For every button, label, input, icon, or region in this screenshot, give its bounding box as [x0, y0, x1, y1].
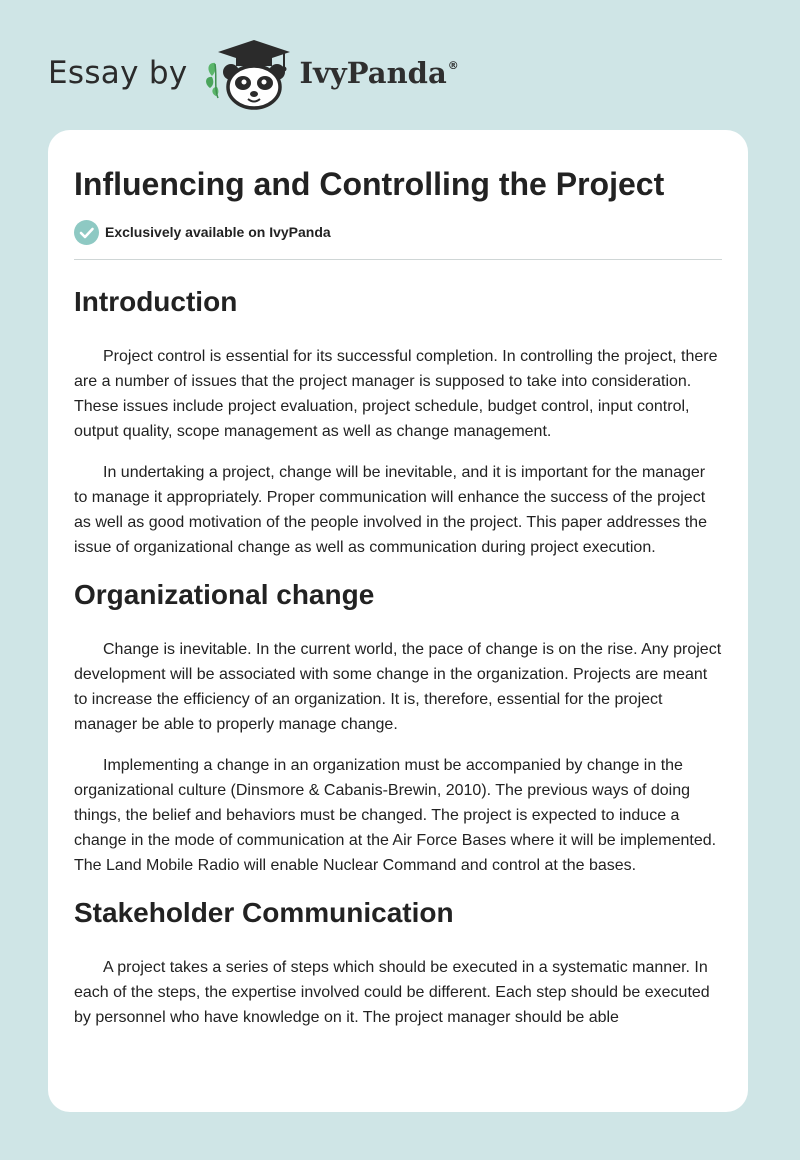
- page-title: Influencing and Controlling the Project: [74, 166, 665, 202]
- brand-name-text: IvyPanda: [299, 56, 447, 90]
- paragraph: Project control is essential for its successful completion. In controlling the project, there are a number of issues that the project manager is supposed to take into consideration. These issues include project evaluation, project schedule, budget control, input control, output quality, scope management as well as change management.: [74, 348, 718, 440]
- paragraph: Change is inevitable. In the current world, the pace of change is on the rise. Any project development will be associated with some change in the organization. Projects are meant to increase the efficiency of an organization. It is, therefore, essential for the project manager be able to properly manage change.: [74, 641, 722, 733]
- exclusive-text: Exclusively available on IvyPanda: [105, 224, 331, 240]
- section-heading-organizational-change: Organizational change: [74, 579, 375, 610]
- section-heading-introduction: Introduction: [74, 286, 238, 317]
- check-circle-icon: [74, 220, 99, 245]
- site-header: [48, 36, 458, 110]
- title-divider: [74, 259, 722, 260]
- registered-mark: ®: [447, 59, 459, 72]
- essay-card: [48, 130, 748, 1112]
- panda-logo-icon[interactable]: [202, 36, 296, 110]
- section-heading-stakeholder-communication: Stakeholder Communication: [74, 897, 454, 928]
- exclusive-badge: [74, 219, 722, 245]
- paragraph: A project takes a series of steps which should be executed in a systematic manner. In each of the steps, the expertise involved could be different. Each step should be executed by personnel who have knowledge on it. The project manager should be able: [74, 959, 710, 1026]
- paragraph: Implementing a change in an organization must be accompanied by change in the organizational culture (Dinsmore & Cabanis-Brewin, 2010). The previous ways of doing things, the belief and behaviors must be changed. The project is expected to induce a change in the mode of communication at the Air Force Bases where it will be implemented. The Land Mobile Radio will enable Nuclear Command and control at the bases.: [74, 757, 717, 874]
- paragraph: In undertaking a project, change will be inevitable, and it is important for the manager to manage it appropriately. Proper communication will enhance the success of the project as well as good motivation of the people involved in the project. This paper addresses the issue of organizational change as well as communication during project execution.: [74, 464, 707, 556]
- brand-name[interactable]: [300, 56, 458, 90]
- brand-prefix: Essay by: [48, 55, 188, 91]
